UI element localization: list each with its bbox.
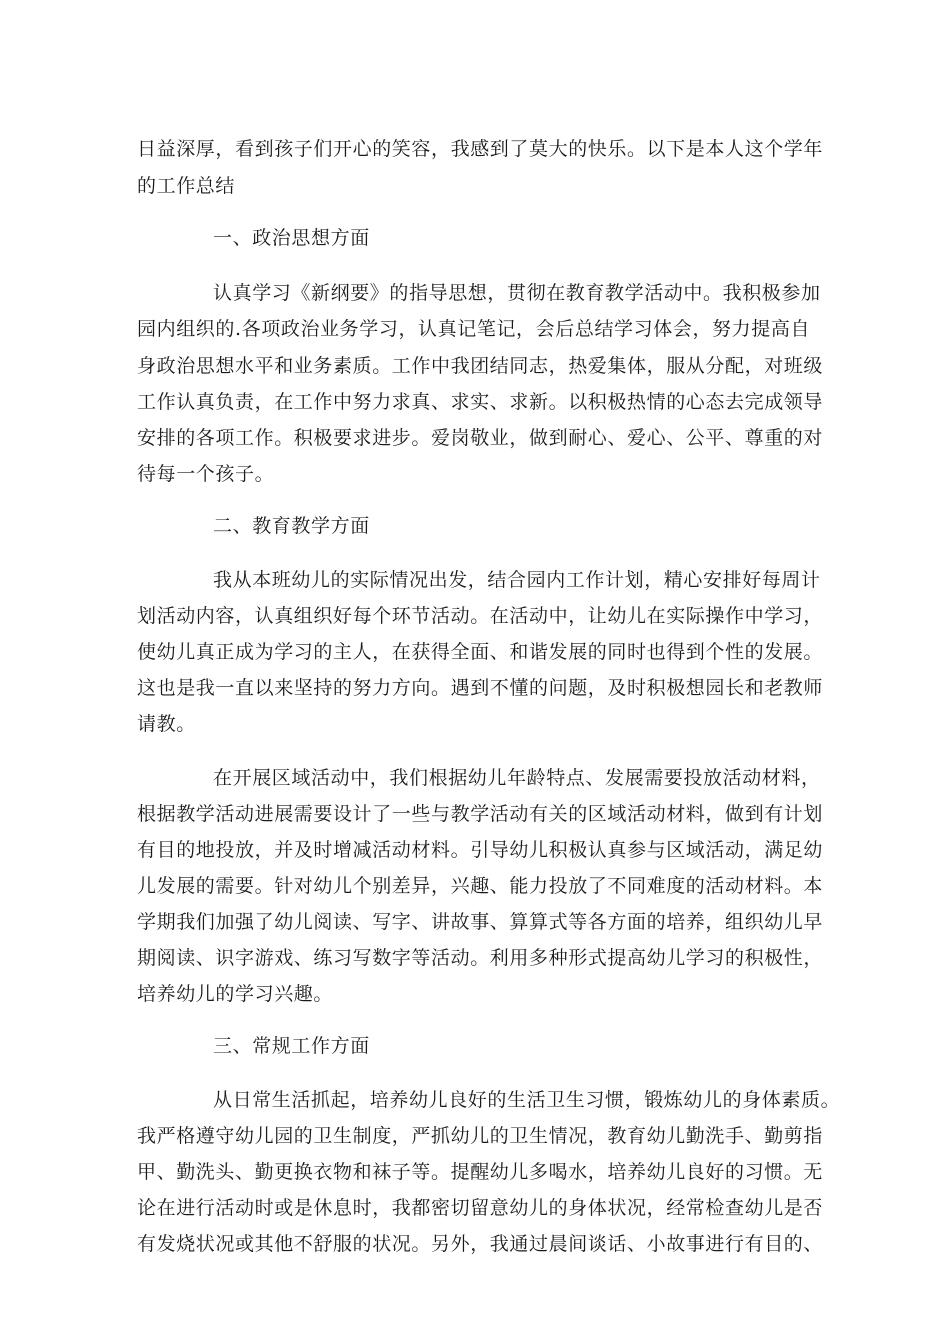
- paragraph-line: 在开展区域活动中，我们根据幼儿年龄特点、发展需要投放活动材料，: [213, 767, 821, 789]
- paragraph-line: 有发烧状况或其他不舒服的状况。另外，我通过晨间谈话、小故事进行有目的、: [137, 1233, 824, 1255]
- section-heading-politics: 一、政治思想方面: [213, 227, 370, 249]
- paragraph-line: 我从本班幼儿的实际情况出发，结合园内工作计划，精心安排好每周计: [213, 569, 821, 591]
- paragraph-line: 从日常生活抓起，培养幼儿良好的生活卫生习惯，锻炼幼儿的身体素质。: [213, 1089, 841, 1111]
- intro-line: 日益深厚，看到孩子们开心的笑容，我感到了莫大的快乐。以下是本人这个学年: [137, 138, 824, 160]
- paragraph-line: 工作认真负责，在工作中努力求真、求实、求新。以积极热情的心态去完成领导: [137, 391, 824, 413]
- paragraph-line: 学期我们加强了幼儿阅读、写字、讲故事、算算式等各方面的培养，组织幼儿早: [137, 911, 824, 933]
- paragraph-line: 请教。: [137, 713, 196, 735]
- paragraph-line: 身政治思想水平和业务素质。工作中我团结同志，热爱集体，服从分配，对班级: [137, 355, 824, 377]
- paragraph-line: 期阅读、识字游戏、练习写数字等活动。利用多种形式提高幼儿学习的积极性，: [137, 947, 824, 969]
- paragraph-line: 甲、勤洗头、勤更换衣物和袜子等。提醒幼儿多喝水，培养幼儿良好的习惯。无: [137, 1161, 824, 1183]
- paragraph-line: 根据教学活动进展需要设计了一些与教学活动有关的区域活动材料，做到有计划: [137, 803, 824, 825]
- paragraph-line: 论在进行活动时或是休息时，我都密切留意幼儿的身体状况，经常检查幼儿是否: [137, 1197, 824, 1219]
- paragraph-line: 我严格遵守幼儿园的卫生制度，严抓幼儿的卫生情况，教育幼儿勤洗手、勤剪指: [137, 1125, 824, 1147]
- paragraph-line: 划活动内容，认真组织好每个环节活动。在活动中，让幼儿在实际操作中学习，: [137, 605, 824, 627]
- paragraph-line: 这也是我一直以来坚持的努力方向。遇到不懂的问题，及时积极想园长和老教师: [137, 677, 824, 699]
- paragraph-line: 培养幼儿的学习兴趣。: [137, 983, 334, 1005]
- paragraph-line: 安排的各项工作。积极要求进步。爱岗敬业，做到耐心、爱心、公平、尊重的对: [137, 427, 824, 449]
- section-heading-teaching: 二、教育教学方面: [213, 515, 370, 537]
- section-heading-routine: 三、常规工作方面: [213, 1035, 370, 1057]
- paragraph-line: 认真学习《新纲要》的指导思想，贯彻在教育教学活动中。我积极参加: [213, 282, 821, 304]
- intro-line: 的工作总结: [137, 175, 236, 197]
- paragraph-line: 园内组织的.各项政治业务学习，认真记笔记，会后总结学习体会，努力提高自: [137, 318, 811, 340]
- paragraph-line: 儿发展的需要。针对幼儿个别差异，兴趣、能力投放了不同难度的活动材料。本: [137, 875, 824, 897]
- paragraph-line: 待每一个孩子。: [137, 463, 275, 485]
- paragraph-line: 有目的地投放，并及时增减活动材料。引导幼儿积极认真参与区域活动，满足幼: [137, 839, 824, 861]
- paragraph-line: 使幼儿真正成为学习的主人，在获得全面、和谐发展的同时也得到个性的发展。: [137, 641, 824, 663]
